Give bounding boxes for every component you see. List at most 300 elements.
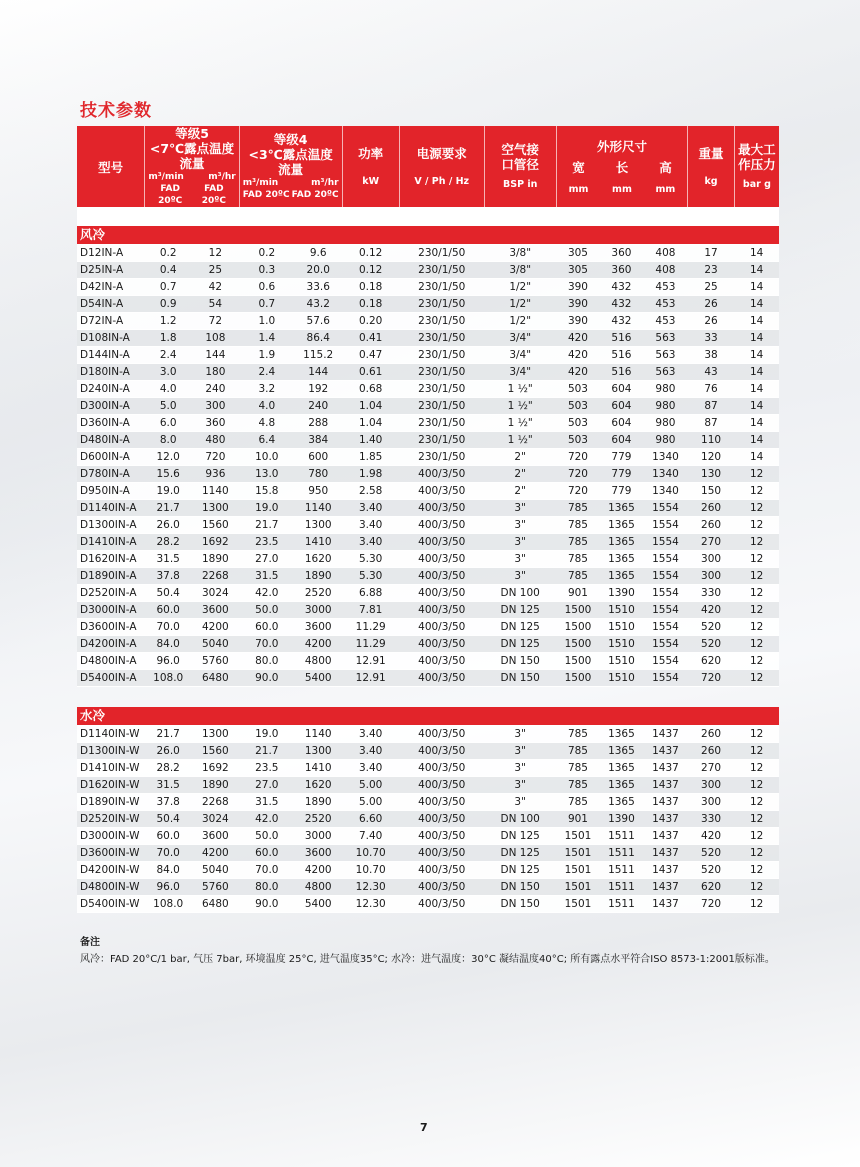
value-cell: 980 [643,381,688,398]
value-cell: 50.0 [239,602,294,619]
value-cell: 2268 [192,794,240,811]
value-cell: 3.40 [342,500,399,517]
value-cell: 6.0 [145,415,192,432]
value-cell: 563 [643,347,688,364]
value-cell: 2" [484,483,556,500]
value-cell: 6.4 [239,432,294,449]
value-cell: 12 [734,551,779,568]
value-cell: 54 [192,296,240,313]
header-dimensions [556,126,687,207]
value-cell: 3" [484,726,556,743]
table-row [77,636,779,653]
value-cell: 42 [192,279,240,296]
value-cell: DN 100 [484,811,556,828]
value-cell: 420 [688,828,735,845]
value-cell: 1300 [192,726,240,743]
value-cell: 0.6 [239,279,294,296]
value-cell: 503 [556,415,599,432]
model-cell: D1140IN-W [77,726,145,743]
value-cell: 400/3/50 [399,845,484,862]
value-cell: 0.4 [145,262,192,279]
model-cell: D25IN-A [77,262,145,279]
value-cell: 300 [688,551,735,568]
value-cell: 12 [734,726,779,743]
value-cell: 1554 [643,602,688,619]
value-cell: 1390 [600,811,643,828]
value-cell: 400/3/50 [399,760,484,777]
value-cell: DN 100 [484,585,556,602]
value-cell: 1890 [294,568,342,585]
value-cell: 3600 [192,602,240,619]
value-cell: 400/3/50 [399,585,484,602]
value-cell: 288 [294,415,342,432]
value-cell: 1437 [643,879,688,896]
value-cell: 230/1/50 [399,415,484,432]
value-cell: 453 [643,313,688,330]
value-cell: 12 [734,636,779,653]
value-cell: 14 [734,262,779,279]
value-cell: 2268 [192,568,240,585]
value-cell: 720 [556,483,599,500]
header-grade5-unit-hr: m³/hr [208,172,236,182]
value-cell: 785 [556,794,599,811]
value-cell: 57.6 [294,313,342,330]
value-cell: 12 [734,466,779,483]
value-cell: 7.81 [342,602,399,619]
value-cell: 779 [600,466,643,483]
value-cell: 14 [734,364,779,381]
model-cell: D3000IN-A [77,602,145,619]
model-cell: D1300IN-W [77,743,145,760]
value-cell: 400/3/50 [399,602,484,619]
table-row [77,670,779,687]
value-cell: 1300 [294,743,342,760]
value-cell: 130 [688,466,735,483]
value-cell: 3/4" [484,364,556,381]
value-cell: 400/3/50 [399,862,484,879]
value-cell: 260 [688,517,735,534]
value-cell: 38 [688,347,735,364]
value-cell: 60.0 [145,828,192,845]
model-cell: D2520IN-A [77,585,145,602]
value-cell: 1554 [643,517,688,534]
notes-text: 风冷：FAD 20°C/1 bar, 气压 7bar, 环境温度 25°C, 进气温度35°C; 水冷：进气温度：30°C 凝结温度40°C; 所有露点水平符合ISO 8573-1:2001版标准。 [80,954,775,965]
value-cell: 12 [734,828,779,845]
value-cell: 1.4 [239,330,294,347]
value-cell: 5.00 [342,777,399,794]
value-cell: 150 [688,483,735,500]
value-cell: 12 [734,811,779,828]
value-cell: 84.0 [145,862,192,879]
value-cell: 720 [688,896,735,913]
value-cell: 240 [294,398,342,415]
value-cell: 1437 [643,794,688,811]
value-cell: 516 [600,330,643,347]
spec-table [77,126,779,913]
value-cell: 14 [734,279,779,296]
model-cell: D600IN-A [77,449,145,466]
value-cell: 3000 [294,828,342,845]
value-cell: 87 [688,415,735,432]
value-cell: 390 [556,296,599,313]
page-title: 技术参数 [80,101,152,121]
table-row [77,879,779,896]
value-cell: 0.7 [239,296,294,313]
value-cell: 400/3/50 [399,828,484,845]
value-cell: 604 [600,398,643,415]
table-row [77,432,779,449]
value-cell: 384 [294,432,342,449]
value-cell: 42.0 [239,811,294,828]
value-cell: 1.98 [342,466,399,483]
value-cell: 1501 [556,862,599,879]
table-row [77,262,779,279]
table-row [77,466,779,483]
model-cell: D1620IN-W [77,777,145,794]
value-cell: DN 150 [484,896,556,913]
value-cell: 28.2 [145,534,192,551]
header-length: 长 [615,159,629,175]
value-cell: 1 ½" [484,432,556,449]
value-cell: 330 [688,811,735,828]
value-cell: 400/3/50 [399,568,484,585]
header-max-pressure-l2: 作压力 [738,157,776,172]
value-cell: 1437 [643,845,688,862]
value-cell: 6480 [192,896,240,913]
value-cell: 1437 [643,828,688,845]
value-cell: 4200 [192,845,240,862]
value-cell: 1.9 [239,347,294,364]
header-grade4-fad-1: FAD 20ºC [242,190,290,200]
value-cell: 12.0 [145,449,192,466]
value-cell: 3600 [294,619,342,636]
value-cell: 901 [556,585,599,602]
value-cell: 1437 [643,862,688,879]
value-cell: 1 ½" [484,415,556,432]
value-cell: 785 [556,726,599,743]
value-cell: 400/3/50 [399,466,484,483]
header-connection-l1: 空气接 [501,142,539,157]
header-max-pressure-unit: bar g [742,179,771,190]
value-cell: 620 [688,879,735,896]
value-cell: 12 [734,619,779,636]
model-cell: D360IN-A [77,415,145,432]
value-cell: 12 [734,845,779,862]
value-cell: 2" [484,449,556,466]
value-cell: 0.68 [342,381,399,398]
value-cell: 0.20 [342,313,399,330]
value-cell: 0.61 [342,364,399,381]
header-grade5 [145,126,239,207]
header-grade4-l3: 流量 [278,162,304,177]
table-row [77,381,779,398]
header-width: 宽 [572,159,585,175]
value-cell: 1437 [643,811,688,828]
value-cell: 3" [484,794,556,811]
notes-title: 备注 [80,937,100,948]
table-row [77,534,779,551]
model-cell: D1300IN-A [77,517,145,534]
value-cell: 1890 [294,794,342,811]
model-cell: D4800IN-A [77,653,145,670]
value-cell: 87 [688,398,735,415]
value-cell: 1.2 [145,313,192,330]
value-cell: 3000 [294,602,342,619]
value-cell: 3.40 [342,517,399,534]
value-cell: 144 [192,347,240,364]
value-cell: 26 [688,313,735,330]
value-cell: 19.0 [145,483,192,500]
value-cell: DN 150 [484,653,556,670]
header-max-pressure [734,126,779,207]
value-cell: 901 [556,811,599,828]
value-cell: 12.91 [342,670,399,687]
value-cell: 1620 [294,777,342,794]
value-cell: 1340 [643,483,688,500]
value-cell: 8.0 [145,432,192,449]
value-cell: 1554 [643,619,688,636]
value-cell: 4800 [294,653,342,670]
value-cell: 1 ½" [484,398,556,415]
value-cell: 12 [734,743,779,760]
value-cell: 0.18 [342,296,399,313]
table-row [77,415,779,432]
value-cell: 1.04 [342,415,399,432]
table-row [77,500,779,517]
value-cell: 408 [643,245,688,262]
value-cell: 300 [688,794,735,811]
value-cell: 50.0 [239,828,294,845]
value-cell: 19.0 [239,726,294,743]
value-cell: 31.5 [145,551,192,568]
value-cell: 0.9 [145,296,192,313]
value-cell: 1365 [600,534,643,551]
value-cell: 37.8 [145,794,192,811]
value-cell: 14 [734,381,779,398]
value-cell: 5.00 [342,794,399,811]
value-cell: 15.8 [239,483,294,500]
value-cell: 12 [734,670,779,687]
value-cell: 4200 [192,619,240,636]
model-cell: D3600IN-W [77,845,145,862]
value-cell: 70.0 [145,619,192,636]
value-cell: 13.0 [239,466,294,483]
value-cell: 516 [600,364,643,381]
value-cell: 1511 [600,862,643,879]
table-row [77,726,779,743]
value-cell: 1437 [643,760,688,777]
value-cell: 1437 [643,777,688,794]
model-cell: D480IN-A [77,432,145,449]
value-cell: 12 [734,653,779,670]
value-cell: 1437 [643,896,688,913]
value-cell: 563 [643,364,688,381]
header-grade4-l2: <3℃露点温度 [248,147,333,162]
header-grade5-l3: 流量 [179,156,205,171]
value-cell: 785 [556,500,599,517]
value-cell: 15.6 [145,466,192,483]
value-cell: 1511 [600,845,643,862]
value-cell: 14 [734,296,779,313]
value-cell: 108 [192,330,240,347]
value-cell: 1510 [600,619,643,636]
value-cell: 90.0 [239,896,294,913]
value-cell: 980 [643,398,688,415]
value-cell: 1300 [294,517,342,534]
value-cell: 480 [192,432,240,449]
value-cell: 230/1/50 [399,398,484,415]
value-cell: 72 [192,313,240,330]
model-cell: D300IN-A [77,398,145,415]
value-cell: 390 [556,313,599,330]
value-cell: 9.6 [294,245,342,262]
table-row [77,777,779,794]
value-cell: 720 [192,449,240,466]
value-cell: 14 [734,415,779,432]
header-height-unit: mm [655,183,676,195]
value-cell: 3" [484,551,556,568]
table-row [77,828,779,845]
value-cell: 5400 [294,896,342,913]
header-grade4-l1: 等级4 [273,132,308,147]
value-cell: 14 [734,449,779,466]
value-cell: 6480 [192,670,240,687]
value-cell: 1510 [600,670,643,687]
table-row [77,245,779,262]
table-row [77,760,779,777]
value-cell: 1.8 [145,330,192,347]
table-row [77,896,779,913]
value-cell: 115.2 [294,347,342,364]
value-cell: 7.40 [342,828,399,845]
value-cell: 70.0 [239,862,294,879]
value-cell: 600 [294,449,342,466]
value-cell: 785 [556,777,599,794]
value-cell: DN 125 [484,828,556,845]
value-cell: 1554 [643,500,688,517]
model-cell: D54IN-A [77,296,145,313]
header-power [342,126,399,207]
value-cell: 1501 [556,845,599,862]
value-cell: 2" [484,466,556,483]
value-cell: 1365 [600,551,643,568]
header-supply-label: 电源要求 [416,145,467,161]
value-cell: 1/2" [484,296,556,313]
value-cell: 17 [688,245,735,262]
value-cell: 2520 [294,585,342,602]
value-cell: 1500 [556,653,599,670]
value-cell: 1365 [600,794,643,811]
value-cell: 0.12 [342,245,399,262]
value-cell: 0.47 [342,347,399,364]
value-cell: 50.4 [145,811,192,828]
value-cell: 1437 [643,726,688,743]
value-cell: 720 [688,670,735,687]
value-cell: 70.0 [145,845,192,862]
value-cell: 1890 [192,777,240,794]
model-cell: D1140IN-A [77,500,145,517]
value-cell: 3024 [192,811,240,828]
value-cell: DN 125 [484,845,556,862]
value-cell: 516 [600,347,643,364]
table-row [77,619,779,636]
value-cell: 4200 [294,636,342,653]
section-air-cooled-label: 风冷 [77,226,779,245]
value-cell: 1340 [643,466,688,483]
value-cell: 21.7 [239,517,294,534]
value-cell: DN 125 [484,619,556,636]
value-cell: 20.0 [294,262,342,279]
spec-table-container [77,126,779,913]
value-cell: 4.0 [145,381,192,398]
model-cell: D108IN-A [77,330,145,347]
value-cell: 785 [556,743,599,760]
value-cell: 1437 [643,743,688,760]
value-cell: 76 [688,381,735,398]
value-cell: 12 [734,500,779,517]
value-cell: 26.0 [145,517,192,534]
value-cell: 1500 [556,670,599,687]
value-cell: 1554 [643,551,688,568]
value-cell: 503 [556,432,599,449]
value-cell: 230/1/50 [399,364,484,381]
value-cell: 26.0 [145,743,192,760]
value-cell: 503 [556,381,599,398]
model-cell: D72IN-A [77,313,145,330]
value-cell: 3/4" [484,347,556,364]
model-cell: D1410IN-A [77,534,145,551]
value-cell: 0.3 [239,262,294,279]
value-cell: 230/1/50 [399,262,484,279]
value-cell: 110 [688,432,735,449]
value-cell: 604 [600,432,643,449]
value-cell: DN 150 [484,670,556,687]
value-cell: 192 [294,381,342,398]
section-water-cooled [77,707,779,726]
value-cell: 3/8" [484,245,556,262]
table-row [77,653,779,670]
header-grade4-unit-min: m³/min [242,178,279,188]
value-cell: 14 [734,398,779,415]
model-cell: D780IN-A [77,466,145,483]
value-cell: 25 [688,279,735,296]
value-cell: 1560 [192,517,240,534]
value-cell: 12 [734,862,779,879]
value-cell: 21.7 [145,726,192,743]
value-cell: 96.0 [145,653,192,670]
table-row [77,313,779,330]
value-cell: 19.0 [239,500,294,517]
value-cell: 12 [192,245,240,262]
value-cell: 80.0 [239,879,294,896]
value-cell: 400/3/50 [399,534,484,551]
table-row [77,862,779,879]
table-row [77,551,779,568]
model-cell: D5400IN-A [77,670,145,687]
value-cell: 1510 [600,653,643,670]
value-cell: 230/1/50 [399,313,484,330]
value-cell: 3.0 [145,364,192,381]
notes-block [80,934,775,968]
value-cell: 28.2 [145,760,192,777]
value-cell: 0.18 [342,279,399,296]
header-weight [688,126,735,207]
value-cell: 11.29 [342,619,399,636]
table-row [77,330,779,347]
value-cell: 1140 [294,500,342,517]
value-cell: 0.7 [145,279,192,296]
value-cell: 1365 [600,726,643,743]
